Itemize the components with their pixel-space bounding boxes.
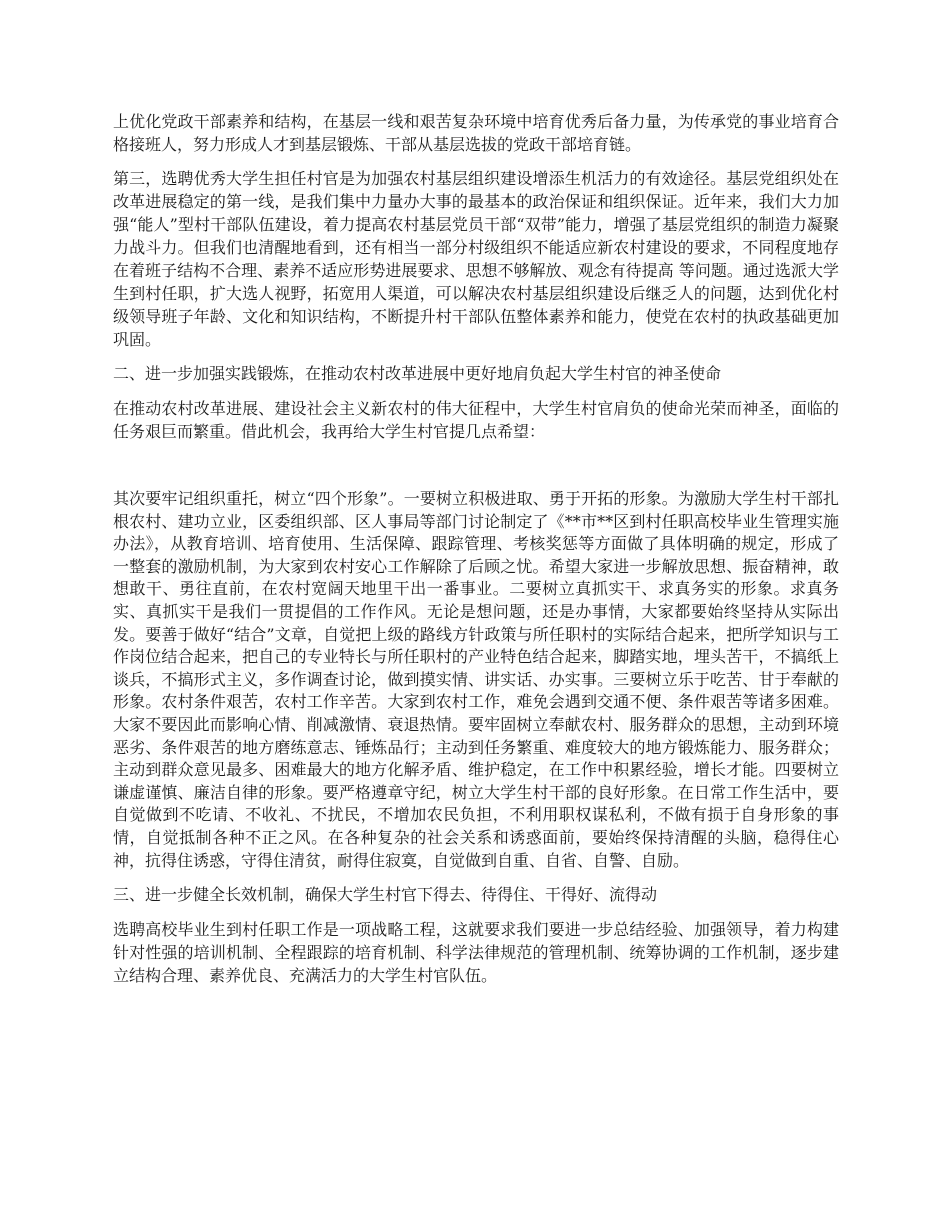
paragraph-four-images: 其次要牢记组织重托，树立“四个形象”。一要树立积极进取、勇于开拓的形象。为激励大学生村干部扎根农村、建功立业，区委组织部、区人事局等部门讨论制定了《**市**区到村任职高校毕业生管理实施办法》，从教育培训、培育使用、生活保障、跟踪管理、考核奖惩等方面做了具体明确的规定，形成了一整套的激励机制，为大家到农村安心工作解除了后顾之忧。希望大家进一步解放思想、振奋精神，敢想敢干、勇往直前，在农村宽阔天地里干出一番事业。二要树立真抓实干、求真务实的形象。求真务实、真抓实干是我们一贯提倡的工作作风。无论是想问题，还是办事情，大家都要始终坚持从实际出发。要善于做好“结合”文章，自觉把上级的路线方针政策与所任职村的实际结合起来，把所学知识与工作岗位结合起来，把自己的专业特长与所任职村的产业特色结合起来，脚踏实地，埋头苦干，不搞纸上谈兵，不搞形式主义，多作调查讨论，做到摸实情、讲实话、办实事。三要树立乐于吃苦、甘于奉献的形象。农村条件艰苦，农村工作辛苦。大家到农村工作，难免会遇到交通不便、条件艰苦等诸多困难。大家不要因此而影响心情、削减激情、衰退热情。要牢固树立奉献农村、服务群众的思想，主动到环境恶劣、条件艰苦的地方磨练意志、锤炼品行；主动到任务繁重、难度较大的地方锻炼能力、服务群众；主动到群众意见最多、困难最大的地方化解矛盾、维护稳定，在工作中积累经验，增长才能。四要树立谦虚谨慎、廉洁自律的形象。要严格遵章守纪，树立大学生村干部的良好形象。在日常工作生活中，要自觉做到不吃请、不收礼、不扰民，不增加农民负担，不利用职权谋私利，不做有损于自身形象的事情，自觉抵制各种不正之风。在各种复杂的社会关系和诱惑面前，要始终保持清醒的头脑，稳得住心神，抗得住诱惑，守得住清贫，耐得住寂寞，自觉做到自重、自省、自警、自励。	[113, 489, 839, 870]
paragraph-mission-intro: 在推动农村改革进展、建设社会主义新农村的伟大征程中，大学生村官肩负的使命光荣而神圣，面临的任务艰巨而繁重。借此机会，我再给大学生村官提几点希望：	[113, 399, 839, 441]
document-body	[113, 110, 839, 998]
paragraph-long-term-mechanism: 选聘高校毕业生到村任职工作是一项战略工程，这就要求我们要进一步总结经验、加强领导，着力构建针对性强的培训机制、全程跟踪的培育机制、科学法律规范的管理机制、统筹协调的工作机制，逐步建立结构合理、素养优良、充满活力的大学生村官队伍。	[113, 920, 839, 986]
section-heading-three: 三、进一步健全长效机制，确保大学生村官下得去、待得住、干得好、流得动	[113, 885, 658, 905]
paragraph-cadre-training-chain: 上优化党政干部素养和结构，在基层一线和艰苦复杂环境中培育优秀后备力量，为传承党的事业培育合格接班人，努力形成人才到基层锻炼、干部从基层选拔的党政干部培育链。	[113, 112, 839, 154]
paragraph-third-point: 第三，选聘优秀大学生担任村官是为加强农村基层组织建设增添生机活力的有效途径。基层党组织处在改革进展稳定的第一线，是我们集中力量办大事的最基本的政治保证和组织保证。近年来，我们大力加强“能人”型村干部队伍建设，着力提高农村基层党员干部“双带”能力，增强了基层党组织的制造力凝聚力战斗力。但我们也清醒地看到，还有相当一部分村级组织不能适应新农村建设的要求，不同程度地存在着班子结构不合理、素养不适应形势进展要求、思想不够解放、观念有待提高 等问题。通过选派大学生到村任职，扩大选人视野，拓宽用人渠道，可以解决农村基层组织建设后继乏人的问题，达到优化村级领导班子年龄、文化和知识结构，不断提升村干部队伍整体素养和能力，使党在农村的执政基础更加巩固。	[113, 169, 839, 349]
section-heading-two: 二、进一步加强实践锻炼，在推动农村改革进展中更好地肩负起大学生村官的神圣使命	[113, 364, 722, 383]
blank-line	[113, 454, 839, 477]
